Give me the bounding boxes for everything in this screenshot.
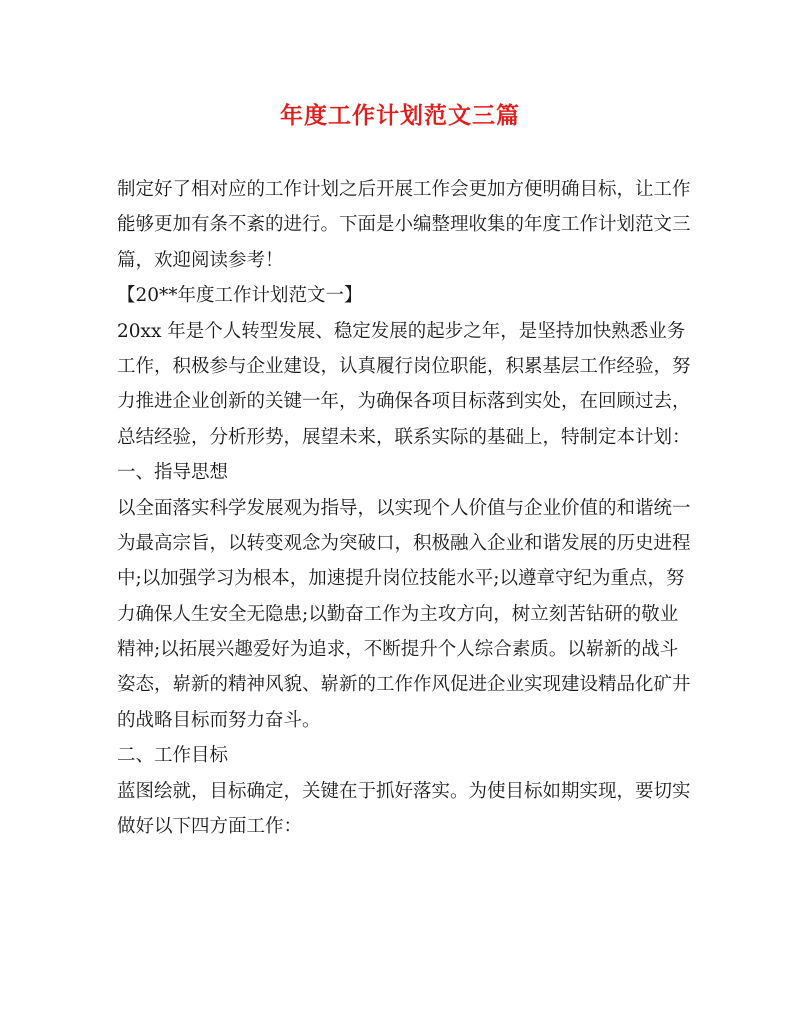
document-body: [117, 172, 692, 844]
intro-line-3: 篇，欢迎阅读参考！: [117, 249, 284, 271]
paragraph-line-1: 20xx 年是个人转型发展、稳定发展的起步之年，是坚持加快熟悉业务: [117, 320, 686, 342]
goals-line-2: 做好以下四方面工作：: [117, 816, 303, 838]
heading-guiding-ideology: 一、指导思想: [117, 462, 229, 484]
ideology-line-1: 以全面落实科学发展观为指导，以实现个人价值与企业价值的和谐统一: [117, 497, 691, 519]
goals-line-1: 蓝图绘就，目标确定，关键在于抓好落实。为使目标如期实现，要切实: [117, 780, 691, 802]
paragraph-line-2: 工作，积极参与企业建设，认真履行岗位职能，积累基层工作经验，努: [117, 355, 691, 377]
ideology-line-5: 精神;以拓展兴趣爱好为追求，不断提升个人综合素质。以崭新的战斗: [117, 639, 679, 661]
ideology-line-2: 为最高宗旨，以转变观念为突破口，积极融入企业和谐发展的历史进程: [117, 532, 691, 554]
intro-line-2: 能够更加有条不紊的进行。下面是小编整理收集的年度工作计划范文三: [117, 214, 691, 236]
paragraph-line-4: 总结经验，分析形势，展望未来，联系实际的基础上，特制定本计划：: [117, 426, 691, 448]
section-heading-sample-one: 【20**年度工作计划范文一】: [117, 285, 363, 307]
ideology-line-7: 的战略目标而努力奋斗。: [117, 709, 321, 731]
ideology-line-6: 姿态，崭新的精神风貌、崭新的工作作风促进企业实现建设精品化矿井: [117, 674, 691, 696]
intro-line-1: 制定好了相对应的工作计划之后开展工作会更加方便明确目标，让工作: [117, 179, 691, 200]
ideology-line-4: 力确保人生安全无隐患;以勤奋工作为主攻方向，树立刻苦钻研的敬业: [117, 603, 679, 625]
paragraph-line-3: 力推进企业创新的关键一年，为确保各项目标落到实处，在回顾过去，: [117, 391, 691, 413]
ideology-line-3: 中;以加强学习为根本，加速提升岗位技能水平;以遵章守纪为重点，努: [117, 568, 685, 590]
document-title: 年度工作计划范文三篇: [280, 102, 520, 129]
heading-work-goals: 二、工作目标: [117, 745, 229, 767]
